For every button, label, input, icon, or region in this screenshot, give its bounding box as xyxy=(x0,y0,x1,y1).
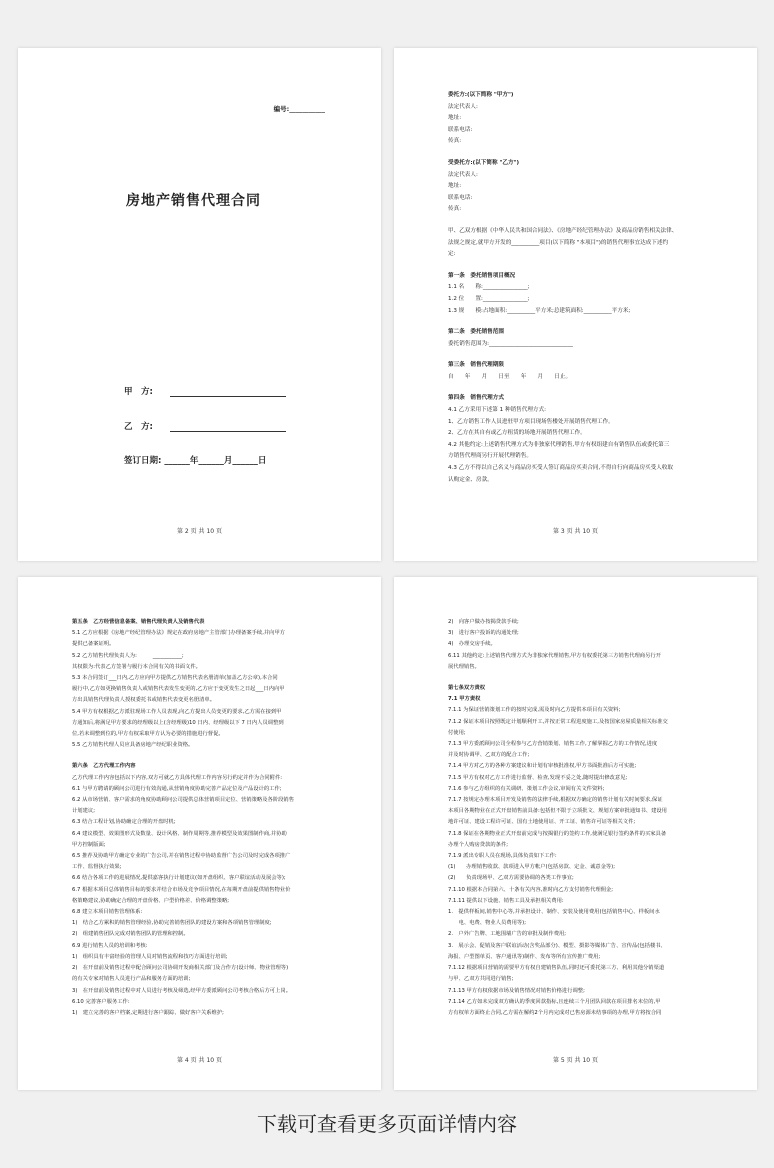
text-line: 与甲、乙双方共同进行销售; xyxy=(448,976,514,983)
text-line: 7.1.3 甲方委派顾问公司全程参与乙方营销策划、销售工作,了解掌握乙方的工作情况,进度 xyxy=(448,741,658,748)
text-line: 5.5 乙方销售代理人员应具备房地产经纪职业资格。 xyxy=(72,742,194,749)
text-line: 4.2 其他约定:上述销售代理方式为非独家代理销售,甲方有权组建自有销售队伍或委托第三 xyxy=(448,441,670,448)
text-line: 7.1.12 根据项目营销的需要甲方有权自建销售队伍,同时还可委托第三方、利用其他分销渠道 xyxy=(448,965,665,972)
text-line: 7.1.4 甲方对乙方的各种方案建议和计划有审核批准权,甲方书面批准后方可实施; xyxy=(448,763,637,770)
text-line: 1. 提供样板间,销售中心等,并承担设计、制作、安装及使用费用(包括销售中心、样板间水 xyxy=(448,909,660,916)
text-line: 传真: xyxy=(448,138,462,145)
text-line: (1) 办理销售收款、款项进入甲方帐户(包括房款、定金、诚意金等); xyxy=(448,864,616,871)
paragraph-gap xyxy=(448,261,721,271)
section-heading: 受委托方:(以下简称 "乙方") xyxy=(448,159,520,166)
page-body xyxy=(72,617,345,1019)
section-heading: 第六条 乙方代理工作内容 xyxy=(72,763,136,770)
paragraph-gap xyxy=(448,350,721,360)
text-line: 自 年 月 日至 年 月 日止。 xyxy=(448,373,572,380)
text-line: 7.1.2 保证本项目按照既定计划顺利开工,并按正常工程进度施工,及按国家房屋质量相关标准交 xyxy=(448,718,668,725)
text-line: 2) 组建销售团队完成对销售团队的管理和控制。 xyxy=(72,931,189,938)
party-a-label: 甲 方: xyxy=(124,387,153,397)
section-heading: 第二条 委托销售范围 xyxy=(448,329,504,336)
text-line: 6.8 建立本项目销售管理体系: xyxy=(72,909,143,916)
text-line: 6.7 根据本项目总体销售目标的要求并结合市场及竞争项目情况,在每期开盘前提供销售物业价 xyxy=(72,886,291,893)
text-line: 2、乙方在其自有或乙方租赁的场地开展销售代理工作。 xyxy=(448,430,586,437)
text-line: 1) 组织具有丰富经验的管理人员对销售流程和技巧方面进行培训; xyxy=(72,953,228,960)
text-line: 2) 在开盘前及销售过程中配合顾问公司协调开发商相关部门及合作方(设计师、物业管理等) xyxy=(72,965,289,972)
text-line: 6.3 结合工程计划,协助确定合理的开盘时机; xyxy=(72,819,176,826)
party-b-blank xyxy=(170,422,286,432)
text-line: 工作、监督执行效果; xyxy=(72,864,122,871)
text-line: 法规之规定,就甲方开发的__________项目(以下简称 "本项目")的销售代理事宜达成下述约 xyxy=(448,239,669,246)
text-line: 7.1.6 参与乙方组织的有关调研、策划工作会议,审阅有关文件资料; xyxy=(448,785,605,792)
text-line: 5.3 本合同签订___日内,乙方应向甲方提供乙方销售代表名册清单(加盖乙方公章),本合同 xyxy=(72,675,278,682)
text-line: 7.1.1 为保证营销策划工作的按时完成,需及时向乙方提供本项目有关资料; xyxy=(448,707,621,714)
text-line: 5.4 甲方有权根据乙方派驻现场工作人员表现,向乙方提出人员变更的要求,乙方需在接到甲 xyxy=(72,708,282,715)
contract-number: 编号:___________ xyxy=(273,105,325,113)
text-line: 6.4 建议模型、效果图形式及数量、设计风格、制作周期等,推荐模型及效果图制作商,并协助 xyxy=(72,830,287,837)
text-line: 6.10 完善客户服务工作: xyxy=(72,998,130,1005)
text-line: 联系电话: xyxy=(448,126,473,133)
section-heading: 7.1 甲方责权 xyxy=(448,696,481,703)
text-line: 法定代表人: xyxy=(448,103,478,110)
page-footer: 第 4 页 共 10 页 xyxy=(177,1057,222,1064)
document-page-3 xyxy=(18,577,381,1090)
text-line: 6.9 进行销售人员的培训和考核: xyxy=(72,942,148,949)
text-line: 1.1 名 称:________________; xyxy=(448,284,530,291)
section-heading: 第四条 销售代理方式 xyxy=(448,395,504,402)
page-body xyxy=(448,617,721,1019)
text-line: 3) 进行客户投诉的沟通处理; xyxy=(448,630,519,637)
paragraph-gap xyxy=(448,317,721,327)
text-line: 1.3 规 模:占地面积:__________平方米;总建筑面积:__________平方米; xyxy=(448,307,631,314)
text-line: 7.1.13 甲方有权依据市场及销售情况对销售价格进行调整; xyxy=(448,987,585,994)
text-line: 3) 在开盘前及销售过程中对人员进行考核及筛选,经甲方委派顾问公司考核合格后方可上岗。 xyxy=(72,987,291,994)
text-line: 5.1 乙方应根据《房地产经纪管理办法》规定在政府房地产主管部门办理备案手续,并向甲方 xyxy=(72,630,286,637)
text-line: 地址: xyxy=(448,183,462,190)
text-line: 付使用; xyxy=(448,729,466,736)
paragraph-gap xyxy=(448,148,721,158)
text-line: 地址: xyxy=(448,115,462,122)
sign-date: 签订日期: ______年______月______日 xyxy=(124,456,267,466)
text-line: 6.5 推荐及协助甲方确定专业的广告公司,并在销售过程中协助监督广告公司及时完成各项推广 xyxy=(72,853,291,860)
text-line: 并及时协调甲、乙双方的配合工作; xyxy=(448,752,530,759)
text-line: 传真: xyxy=(448,206,462,213)
text-line: 6.1 与甲方聘请的顾问公司进行有效沟通,从营销角度协助完善产品定位及产品设计的工作; xyxy=(72,785,282,792)
paragraph-gap xyxy=(448,673,721,683)
text-line: 地许可证、建设工程许可证、国有土地使用证、开工证、销售许可证等相关文件; xyxy=(448,819,636,826)
page-footer: 第 2 页 共 10 页 xyxy=(177,528,222,535)
text-line: 2. 户外广告牌、工地围墙广告的审批及制作费用; xyxy=(448,931,567,938)
text-line: 4.3 乙方不得以自己名义与商品房买受人签订商品房买卖合同,不得自行向商品房买受人收取 xyxy=(448,465,674,472)
paragraph-gap xyxy=(448,383,721,393)
text-line: 的有关专家对销售人员进行产品和服务方面的培训; xyxy=(72,976,191,983)
page-footer: 第 5 页 共 10 页 xyxy=(553,1057,598,1064)
text-line: 定: xyxy=(448,251,456,258)
section-heading: 第三条 销售代理期限 xyxy=(448,362,504,369)
text-line: 格策略建议,协助确定合理的开盘价格、户型价格差、价格调整策略; xyxy=(72,897,230,904)
text-line: 甲方控制版面; xyxy=(72,841,106,848)
party-a-blank xyxy=(170,387,286,397)
document-page-2 xyxy=(394,48,757,561)
text-line: 方通知后,将满足甲方要求的经理级以上(含经理级)10 日内、经理级以下 7 日内人员调整到 xyxy=(72,719,284,726)
section-heading: 第一条 委托销售项目概况 xyxy=(448,272,516,279)
text-line: 5.2 乙方销售代理负责人为: ___________; xyxy=(72,652,184,659)
text-line: 甲、乙双方根据《中华人民共和国合同法》、《房地产经纪管理办法》及商品房销售相关法律、 xyxy=(448,227,678,234)
download-caption: 下载可查看更多页面详情内容 xyxy=(257,1112,517,1136)
paragraph-gap xyxy=(448,216,721,226)
text-line: 1、乙方销售工作人员进驻甲方项目现场售楼处开展销售代理工作。 xyxy=(448,418,614,425)
text-line: (2) 负责现场甲、乙双方需要协调的各类工作事宜; xyxy=(448,875,574,882)
section-heading: 第五条 乙方经营信息备案、销售代理负责人及销售代表 xyxy=(72,619,205,625)
page-body xyxy=(448,90,721,486)
section-heading: 第七条双方责权 xyxy=(448,685,486,692)
text-line: 6.2 从市场营销、客户需求的角度协助顾问公司提供总体营销项目定位、营销策略及各阶段销售 xyxy=(72,797,294,804)
text-line: 展代理销售。 xyxy=(448,663,480,670)
text-line: 7.1.10 根据本合同第六、十条有关内容,准时向乙方支付销售代理佣金; xyxy=(448,886,614,893)
text-line: 1) 建立完善的客户档案,定期进行客户跟踪、做好客户关系维护; xyxy=(72,1009,224,1016)
text-line: 7.1.8 保证在各期物业正式开盘前完成与按揭银行的签约工作,使满足银行签约条件的买家具备 xyxy=(448,830,667,837)
text-line: 6.11 其他约定:上述销售代理方式为非独家代理销售,甲方有权委托第三方销售代理商另行开 xyxy=(448,652,661,659)
text-line: 方出具销售代理负责人授权委托书或销售代表变更名册清单。 xyxy=(72,697,216,704)
paragraph-gap xyxy=(72,751,345,761)
text-line: 方销售代理商另行开展代理销售。 xyxy=(448,453,532,460)
document-page-cover xyxy=(18,48,381,561)
page-footer: 第 3 页 共 10 页 xyxy=(553,528,598,535)
document-page-4 xyxy=(394,577,757,1090)
text-line: 其权限为:代表乙方签署与履行本合同有关的书面文件。 xyxy=(72,663,201,670)
text-line: 7.1.11 提供以下设施、销售工具及承担相关费用: xyxy=(448,897,564,904)
text-line: 7.1.5 甲方有权对乙方工作进行监督、检查,发现不妥之处,随时提出修改意见; xyxy=(448,774,628,781)
section-heading: 委托方:(以下简称 "甲方") xyxy=(448,92,514,98)
text-line: 7.1.7 按规定办理本项目开发及销售的法律手续,根据双方确定的销售计划有关时间要求,保证 xyxy=(448,797,663,804)
text-line: 法定代表人: xyxy=(448,171,478,178)
text-line: 1.2 位 置:________________; xyxy=(448,295,530,302)
text-line: 4) 办理交房手续。 xyxy=(448,641,496,648)
text-line: 7.1.9 派出专职人员在现场,具体负责如下工作: xyxy=(448,853,557,860)
text-line: 本项目各期物业在正式开盘销售前具备:包括但不限于立项批文、规划方案审批通知书、建设用 xyxy=(448,808,667,815)
text-line: 电、电费、物业人员费用等); xyxy=(448,920,527,927)
contract-title: 房地产销售代理合同 xyxy=(126,193,261,209)
text-line: 4.1 乙方采用下述第 1 种销售代理方式: xyxy=(448,407,546,414)
text-line: 3. 展示会、促销及客户联谊活动(含奖品部分)、模型、摄影等媒体广告、宣传品(包括楼书、 xyxy=(448,942,666,949)
text-line: 联系电话: xyxy=(448,194,473,201)
text-line: 7.1.14 乙方如未完成双方确认的季度回款指标,且连续三个月团队回款在项目排名末位的,甲 xyxy=(448,998,661,1005)
party-b-row xyxy=(124,420,286,432)
text-line: 办理个人购房贷款的条件; xyxy=(448,841,509,848)
party-a-row xyxy=(124,385,286,397)
text-line: 6.6 结合各项工作的进展情况,提供嘉客执行计划建议(如开盘组织、客户联谊活动及展会等); xyxy=(72,875,286,882)
text-line: 方有权单方面终止合同,乙方需在解约2个月内完成对已售房源未结事项的办理,甲方将按合同 xyxy=(448,1009,662,1016)
text-line: 2) 向客户做办按揭贷款手续; xyxy=(448,619,519,625)
party-b-label: 乙 方: xyxy=(124,422,153,432)
text-line: 计划建议; xyxy=(72,808,95,815)
text-line: 1) 结合乙方累积的销售管理经验,协助完善销售团队的建设方案和各项销售管理制度; xyxy=(72,920,272,927)
text-line: 海报、户型图单页、客户通讯等)制作、发布等所有宣传推广费用; xyxy=(448,953,601,960)
text-line: 提供已备案证明。 xyxy=(72,641,115,648)
text-line: 委托销售范围为:______________________________ xyxy=(448,340,573,347)
text-line: 乙方代理工作内容包括以下内容,双方可就乙方具体代理工作内容另行约定并作为合同附件: xyxy=(72,774,283,781)
text-line: 位,若未调整到位的,甲方有权采取甲方认为必要的措施进行督促。 xyxy=(72,731,224,738)
text-line: 履行中,乙方如更换销售负责人或销售代表发生变更的,乙方应于变更发生之日起___日内向甲 xyxy=(72,686,285,693)
text-line: 认购定金、房款。 xyxy=(448,476,493,483)
